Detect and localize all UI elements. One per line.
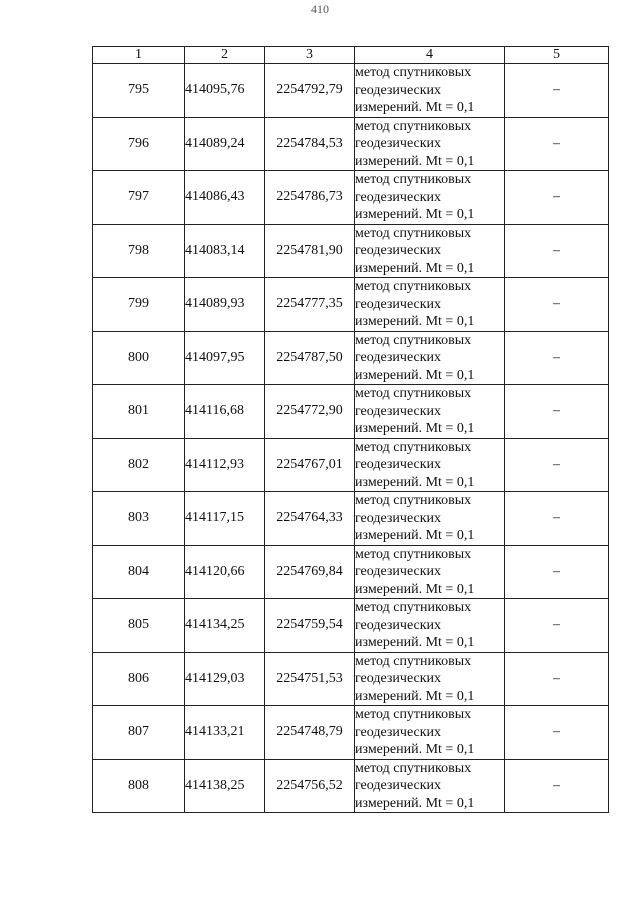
x-coordinate-cell: 414112,93 xyxy=(185,438,265,492)
method-cell xyxy=(355,706,505,760)
table-row xyxy=(93,706,609,760)
method-cell xyxy=(355,492,505,546)
column-header: 3 xyxy=(265,47,355,64)
y-coordinate-cell: 2254781,90 xyxy=(265,224,355,278)
method-text-line: метод спутниковых xyxy=(355,172,472,187)
method-cell xyxy=(355,545,505,599)
method-cell xyxy=(355,438,505,492)
x-coordinate-cell: 414133,21 xyxy=(185,706,265,760)
method-text-line: метод спутниковых xyxy=(355,332,472,348)
point-number-cell: 805 xyxy=(93,599,185,653)
method-text-line: измерений. Mt = 0,1 xyxy=(355,207,475,222)
note-cell: – xyxy=(505,438,609,492)
point-number-cell: 804 xyxy=(93,545,185,599)
table-header-row xyxy=(93,47,609,64)
table-row xyxy=(93,224,609,278)
method-cell xyxy=(355,224,505,278)
method-text-line: геодезических xyxy=(355,243,442,258)
method-text-line: геодезических xyxy=(355,189,442,205)
column-header: 4 xyxy=(355,47,505,64)
y-coordinate-cell: 2254777,35 xyxy=(265,278,355,332)
note-cell: – xyxy=(505,599,609,653)
method-text-line: геодезических xyxy=(355,82,442,98)
x-coordinate-cell: 414095,76 xyxy=(185,64,265,118)
method-text-line: измерений. Mt = 0,1 xyxy=(355,635,475,650)
table-row xyxy=(93,385,609,439)
note-cell: – xyxy=(505,64,609,118)
method-cell xyxy=(355,117,505,171)
table-row xyxy=(93,117,609,171)
table-row xyxy=(93,759,609,813)
method-text-line: метод спутниковых xyxy=(355,279,472,294)
x-coordinate-cell: 414129,03 xyxy=(185,652,265,706)
method-text-line: измерений. Mt = 0,1 xyxy=(355,153,475,169)
table-body xyxy=(93,64,609,813)
point-number-cell: 808 xyxy=(93,759,185,813)
x-coordinate-cell: 414116,68 xyxy=(185,385,265,439)
y-coordinate-cell: 2254772,90 xyxy=(265,385,355,439)
method-text-line: метод спутниковых xyxy=(355,386,472,401)
note-cell: – xyxy=(505,278,609,332)
method-text-line: геодезических xyxy=(355,510,442,526)
method-text-line: метод спутниковых xyxy=(355,225,472,241)
table-row xyxy=(93,171,609,225)
method-cell xyxy=(355,599,505,653)
x-coordinate-cell: 414138,25 xyxy=(185,759,265,813)
table-row xyxy=(93,599,609,653)
note-cell: – xyxy=(505,117,609,171)
method-text-line: метод спутниковых xyxy=(355,493,472,508)
y-coordinate-cell: 2254764,33 xyxy=(265,492,355,546)
method-text-line: измерений. Mt = 0,1 xyxy=(355,314,475,329)
method-cell xyxy=(355,64,505,118)
method-cell xyxy=(355,652,505,706)
method-text-line: метод спутниковых xyxy=(355,653,472,669)
method-text-line: измерений. Mt = 0,1 xyxy=(355,742,475,757)
note-cell: – xyxy=(505,545,609,599)
y-coordinate-cell: 2254767,01 xyxy=(265,438,355,492)
method-text-line: геодезических xyxy=(355,671,442,686)
column-header: 2 xyxy=(185,47,265,64)
y-coordinate-cell: 2254756,52 xyxy=(265,759,355,813)
page-number: 410 xyxy=(311,2,329,16)
x-coordinate-cell: 414089,93 xyxy=(185,278,265,332)
method-text-line: метод спутниковых xyxy=(355,439,472,455)
method-text-line: измерений. Mt = 0,1 xyxy=(355,528,475,543)
method-text-line: метод спутниковых xyxy=(355,65,472,80)
x-coordinate-cell: 414086,43 xyxy=(185,171,265,225)
note-cell: – xyxy=(505,224,609,278)
table-row xyxy=(93,652,609,706)
method-text-line: геодезических xyxy=(355,724,442,740)
method-cell xyxy=(355,759,505,813)
y-coordinate-cell: 2254792,79 xyxy=(265,64,355,118)
table-row xyxy=(93,331,609,385)
method-cell xyxy=(355,331,505,385)
note-cell: – xyxy=(505,331,609,385)
method-text-line: геодезических xyxy=(355,136,442,151)
method-text-line: геодезических xyxy=(355,617,442,633)
method-text-line: измерений. Mt = 0,1 xyxy=(355,581,475,597)
method-text-line: геодезических xyxy=(355,564,442,579)
y-coordinate-cell: 2254787,50 xyxy=(265,331,355,385)
point-number-cell: 795 xyxy=(93,64,185,118)
method-text-line: метод спутниковых xyxy=(355,118,472,134)
note-cell: – xyxy=(505,385,609,439)
y-coordinate-cell: 2254759,54 xyxy=(265,599,355,653)
y-coordinate-cell: 2254769,84 xyxy=(265,545,355,599)
y-coordinate-cell: 2254784,53 xyxy=(265,117,355,171)
method-cell xyxy=(355,278,505,332)
method-cell xyxy=(355,385,505,439)
table-row xyxy=(93,64,609,118)
x-coordinate-cell: 414097,95 xyxy=(185,331,265,385)
point-number-cell: 796 xyxy=(93,117,185,171)
coordinates-table xyxy=(92,46,609,813)
method-text-line: измерений. Mt = 0,1 xyxy=(355,688,475,704)
point-number-cell: 800 xyxy=(93,331,185,385)
point-number-cell: 799 xyxy=(93,278,185,332)
method-text-line: метод спутниковых xyxy=(355,546,472,562)
note-cell: – xyxy=(505,171,609,225)
point-number-cell: 806 xyxy=(93,652,185,706)
method-text-line: геодезических xyxy=(355,350,442,365)
y-coordinate-cell: 2254786,73 xyxy=(265,171,355,225)
note-cell: – xyxy=(505,492,609,546)
point-number-cell: 803 xyxy=(93,492,185,546)
x-coordinate-cell: 414134,25 xyxy=(185,599,265,653)
x-coordinate-cell: 414117,15 xyxy=(185,492,265,546)
column-header: 1 xyxy=(93,47,185,64)
x-coordinate-cell: 414120,66 xyxy=(185,545,265,599)
table-row xyxy=(93,492,609,546)
column-header: 5 xyxy=(505,47,609,64)
point-number-cell: 807 xyxy=(93,706,185,760)
point-number-cell: 797 xyxy=(93,171,185,225)
method-text-line: метод спутниковых xyxy=(355,760,472,776)
point-number-cell: 801 xyxy=(93,385,185,439)
point-number-cell: 802 xyxy=(93,438,185,492)
note-cell: – xyxy=(505,759,609,813)
method-text-line: измерений. Mt = 0,1 xyxy=(355,260,475,276)
method-text-line: геодезических xyxy=(355,778,442,793)
method-text-line: геодезических xyxy=(355,457,442,472)
x-coordinate-cell: 414089,24 xyxy=(185,117,265,171)
method-text-line: измерений. Mt = 0,1 xyxy=(355,474,475,490)
point-number-cell: 798 xyxy=(93,224,185,278)
y-coordinate-cell: 2254751,53 xyxy=(265,652,355,706)
method-text-line: измерений. Mt = 0,1 xyxy=(355,795,475,811)
y-coordinate-cell: 2254748,79 xyxy=(265,706,355,760)
method-text-line: метод спутниковых xyxy=(355,707,472,722)
method-text-line: метод спутниковых xyxy=(355,600,472,615)
method-text-line: измерений. Mt = 0,1 xyxy=(355,421,475,436)
note-cell: – xyxy=(505,652,609,706)
table-row xyxy=(93,438,609,492)
method-text-line: измерений. Mt = 0,1 xyxy=(355,367,475,383)
method-text-line: измерений. Mt = 0,1 xyxy=(355,100,475,115)
note-cell: – xyxy=(505,706,609,760)
table-row xyxy=(93,545,609,599)
x-coordinate-cell: 414083,14 xyxy=(185,224,265,278)
method-text-line: геодезических xyxy=(355,296,442,312)
method-text-line: геодезических xyxy=(355,403,442,419)
method-cell xyxy=(355,171,505,225)
table-row xyxy=(93,278,609,332)
